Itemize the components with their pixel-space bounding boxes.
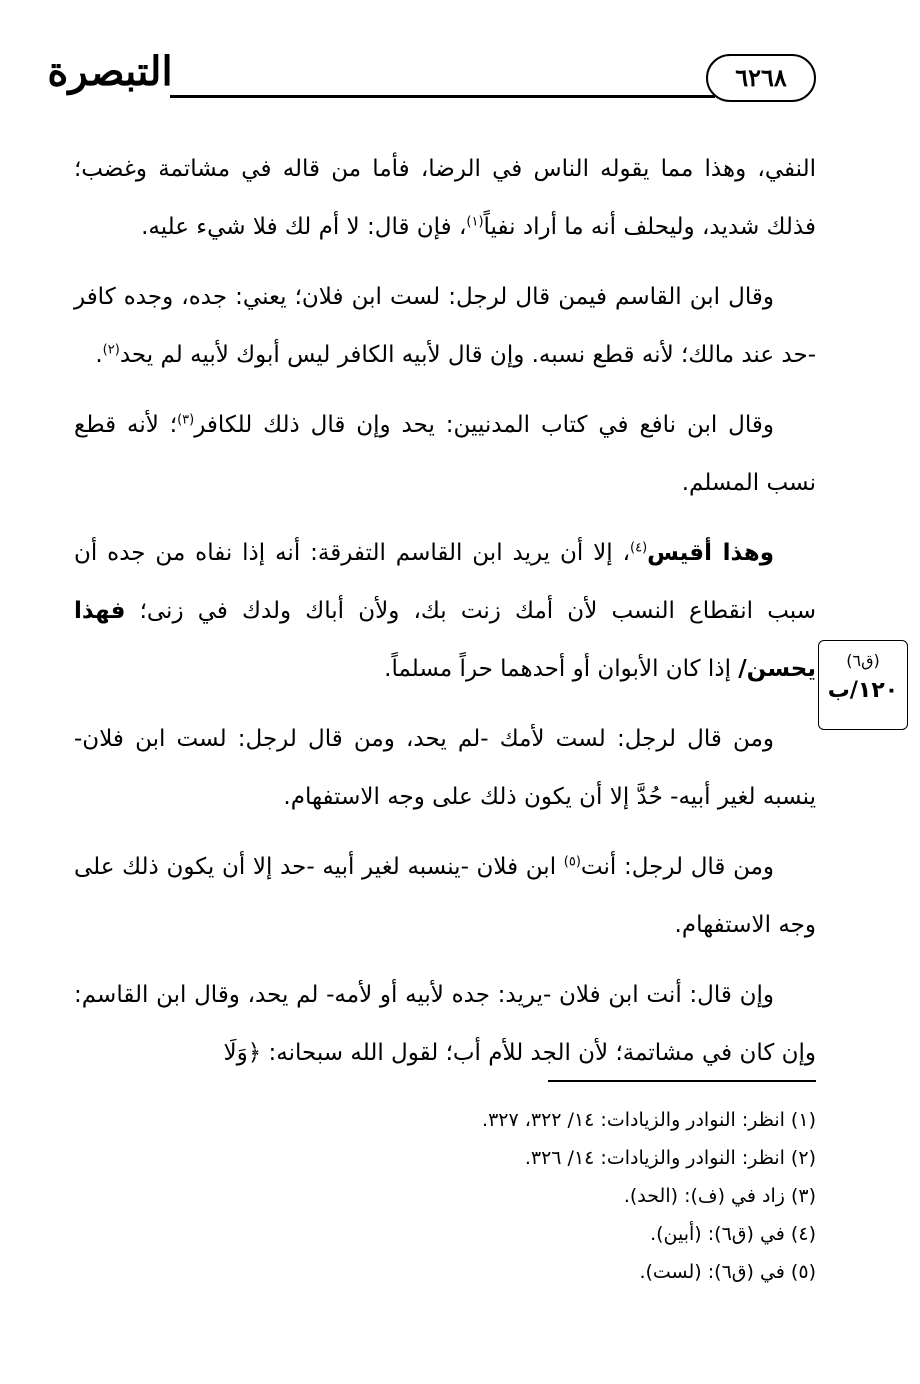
paragraph-4: وهذا أقيس$^{(٤)}$، إلا أن يريد ابن القاسم التفرقة: أنه إذا نفاه من جده أن سبب انقطاع النسب لأن أمك زنت بك، ولأن أباك ولدك في زنى؛ فهذا يحسن/ إذا كان الأبوان أو أحدهما حراً مسلماً. [74, 540, 817, 682]
footnote-4: (٤) في (ق٦): (أبين). [650, 1223, 816, 1245]
manuscript-folio-note: (ق٦) ١٢٠/ب [818, 640, 908, 730]
footnote-2: (٢) انظر: النوادر والزيادات: ١٤/ ٣٢٦. [524, 1147, 816, 1169]
header-rule [170, 95, 715, 98]
main-text [74, 140, 816, 1094]
footnote-3: (٣) زاد في (ف): (الحد). [623, 1185, 816, 1207]
paragraph-5: ومن قال لرجل: لست لأمك -لم يحد، ومن قال لرجل: لست ابن فلان- ينسبه لغير أبيه- حُدَّ إلا أن يكون ذلك على وجه الاستفهام. [74, 726, 816, 810]
footnote-5: (٥) في (ق٦): (لست). [639, 1261, 816, 1283]
page-number: ٦٢٦٨ [706, 54, 816, 102]
paragraph-3: وقال ابن نافع في كتاب المدنيين: يحد وإن قال ذلك للكافر$^{(٣)}$؛ لأنه قطع نسب المسلم. [74, 412, 816, 496]
footnotes [74, 1102, 816, 1292]
paragraph-2: وقال ابن القاسم فيمن قال لرجل: لست ابن فلان؛ يعني: جده، وجده كافر -حد عند مالك؛ لأنه قطع نسبه. وإن قال لأبيه الكافر ليس أبوك لأبيه لم يحد$^{(٢)}$. [74, 284, 816, 368]
paragraph-6: ومن قال لرجل: أنت$^{(٥)}$ ابن فلان -ينسبه لغير أبيه -حد إلا أن يكون ذلك على وجه الاستفهام. [74, 854, 816, 938]
running-title: التبصرة [47, 48, 173, 95]
footnote-rule [548, 1080, 816, 1082]
footnote-1: (١) انظر: النوادر والزيادات: ١٤/ ٣٢٢، ٣٢٧. [482, 1109, 816, 1131]
footnote-ref-5: (٥) [563, 854, 581, 870]
footnote-ref-3: (٣) [177, 412, 195, 428]
footnote-ref-1: (١) [466, 214, 484, 230]
paragraph-1: النفي، وهذا مما يقوله الناس في الرضا، فأما من قاله في مشاتمة وغضب؛ فذلك شديد، وليحلف أنه ما أراد نفياً$^{(١)}$، فإن قال: لا أم لك فلا شيء عليه. [74, 156, 816, 240]
footnote-ref-2: (٢) [102, 342, 120, 358]
footnote-ref-4: (٤) [630, 540, 648, 556]
paragraph-7: وإن قال: أنت ابن فلان -يريد: جده لأبيه أو لأمه- لم يحد، وقال ابن القاسم: وإن كان في مشاتمة؛ لأن الجد للأم أب؛ لقول الله سبحانه: ﴿وَلَا [74, 982, 816, 1066]
